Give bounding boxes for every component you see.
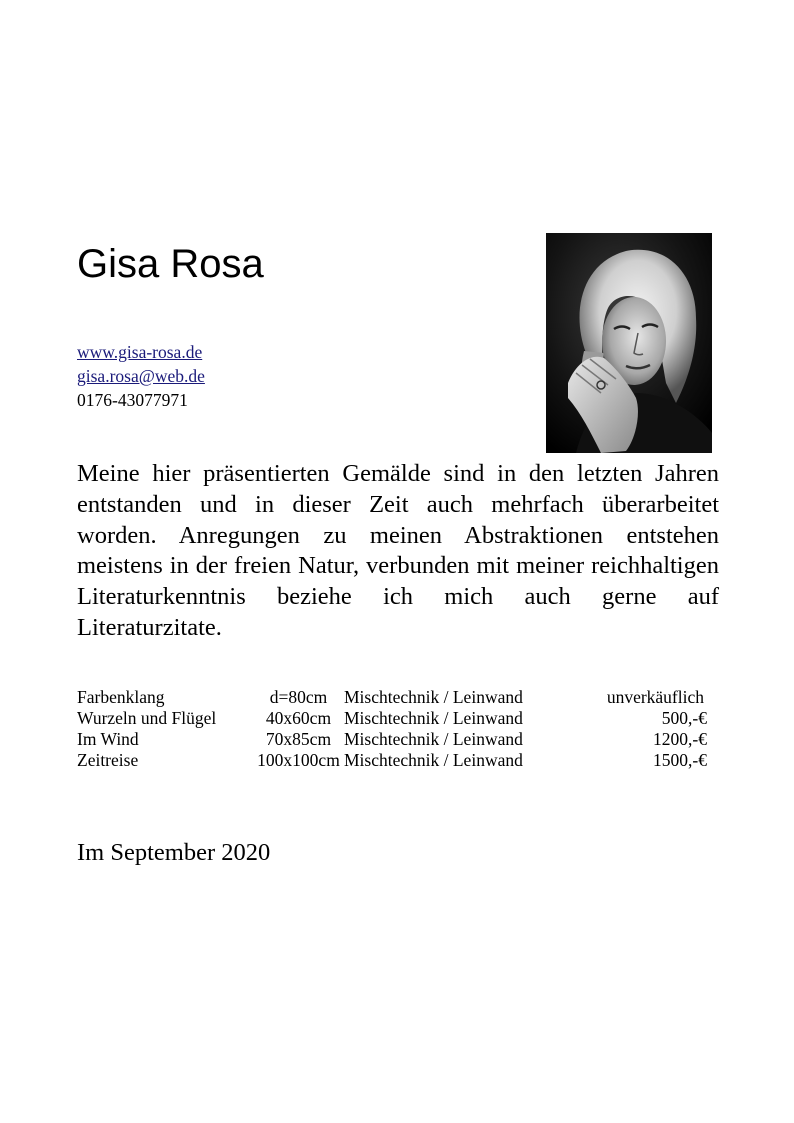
work-price: 500,-€ (661, 708, 707, 728)
work-technique: Mischtechnik / Leinwand (344, 729, 523, 749)
table-row (77, 729, 707, 750)
work-technique: Mischtechnik / Leinwand (344, 708, 523, 728)
phone-number: 0176-43077971 (77, 390, 188, 410)
work-size: 70x85cm (265, 729, 332, 749)
work-technique: Mischtechnik / Leinwand (344, 750, 523, 770)
works-table (77, 687, 707, 771)
intro-paragraph: Meine hier präsentierten Gemälde sind in den letzten Jahren entstanden und in dieser Zeit auch mehrfach überarbeitet worden. Anregungen zu meinen Abstraktionen entstehen meistens in der freien Natur, verbunden mit meiner reichhaltigen Literaturkenntnis beziehe ich mich auch gerne auf Literaturzitate. (77, 460, 719, 641)
date-line: Im September 2020 (77, 839, 271, 866)
work-price: 1500,-€ (653, 750, 707, 770)
work-title: Zeitreise (77, 750, 139, 770)
website-link[interactable]: www.gisa-rosa.de (77, 342, 203, 362)
work-price: unverkäuflich (606, 687, 704, 707)
artist-portrait (546, 233, 712, 453)
work-size: d=80cm (269, 687, 328, 707)
email-link[interactable]: gisa.rosa@web.de (77, 366, 205, 386)
work-price: 1200,-€ (653, 729, 707, 749)
table-row (77, 750, 707, 771)
work-title: Im Wind (77, 729, 139, 749)
work-size: 100x100cm (257, 750, 340, 770)
contact-block (77, 340, 205, 412)
artist-name: Gisa Rosa (77, 242, 264, 286)
work-title: Wurzeln und Flügel (77, 708, 217, 728)
work-size: 40x60cm (265, 708, 332, 728)
work-technique: Mischtechnik / Leinwand (344, 687, 523, 707)
work-title: Farbenklang (77, 687, 165, 707)
table-row (77, 687, 707, 708)
table-row (77, 708, 707, 729)
